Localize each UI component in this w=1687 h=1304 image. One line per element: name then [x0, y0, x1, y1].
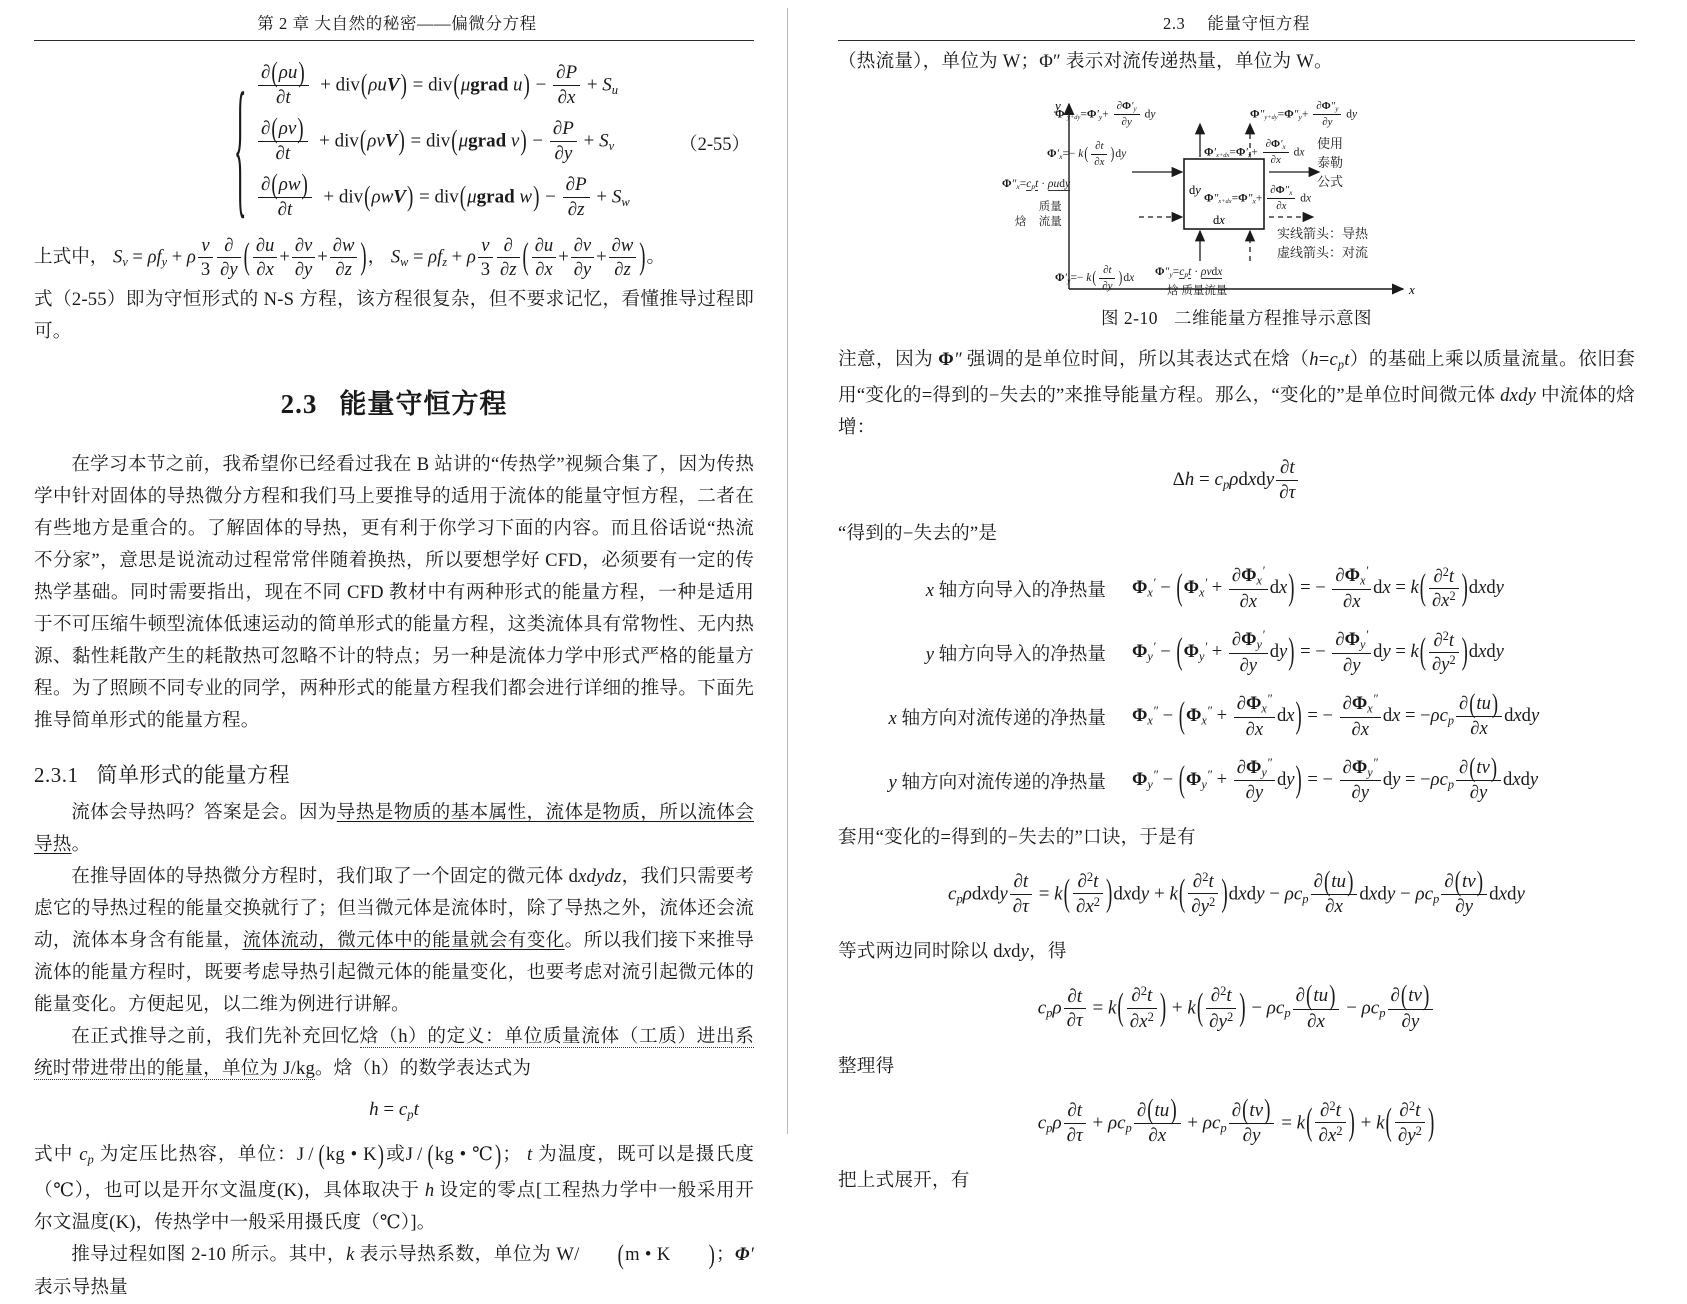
fig-label-bottom-conduction: $\Phi'_y=- k$( $\frac{\partial t}{\partial y}$ )dx [1055, 264, 1135, 292]
paragraph-enthalpy-def [34, 1021, 754, 1085]
left-running-head-text: 第 2 章 大自然的秘密——偏微分方程 [257, 14, 537, 33]
fig-note-taylor [1317, 134, 1343, 191]
equation-2-55-tag: （2-55） [679, 135, 750, 155]
para2-part-a: 流体会导热吗？答案是会。因为 [71, 802, 337, 824]
right-running-head-text [838, 10, 1635, 34]
net-heat-row-y-conduction [838, 628, 1635, 678]
net-heat-eq-y-convection: $\Phi_y'' - (\Phi_y''$ + $\frac{\partial\Phi_y''}{\partial y}$ dy) = − $\frac{\partial\Phi_y''}{\partial y}$ dy = $-\rho c_p$ $\frac{\partial(tv)}{\partial y}$ dxdy [1132, 752, 1539, 804]
net-heat-eq-y-conduction: $\Phi_y' - (\Phi_y'$ + $\frac{\partial\Phi_y'}{\partial y}$ dy) = − $\frac{\partial\Phi_y'}{\partial y}$ dy = k( $\frac{\partial^2t}{\partial y^2}$ )dxdy [1132, 627, 1504, 676]
axis-label-y: y [1054, 98, 1061, 113]
net-heat-label-y-convection: y 轴方向对流传递的净热量 [888, 771, 1106, 793]
net-heat-row-y-convection [838, 752, 1635, 806]
left-running-head [34, 0, 754, 46]
left-running-head-rule [34, 40, 754, 41]
fig-label-left-underbrace-text [1015, 200, 1068, 230]
fig-label-bottom-convection: $\Phi''_y=c_pt \cdot \rho vdx$ [1155, 266, 1223, 280]
fig-legend-solid: 实线箭头：导热 [1277, 226, 1369, 241]
equation-arranged: $c_p\rho$ $\frac{\partial t}{\partial\tau}$ + $\rho c_p$ $\frac{\partial(tu)}{\partial x}$ + $\rho c_p$ $\frac{\partial(tv)}{\partial y}$ = k( $\frac{\partial^2t}{\partial x^2}$ ) + k( $\frac{\partial^2t}{\partial y^2}$ ) [1037, 1095, 1435, 1147]
equation-divided: $c_p\rho$ $\frac{\partial t}{\partial\tau}$ = k( $\frac{\partial^2t}{\partial x^2}$ ) + k( $\frac{\partial^2t}{\partial y^2}$ ) − $\rho c_p$ $\frac{\partial(tu)}{\partial x}$ − $\rho c_p$ $\frac{\partial(tv)}{\partial y}$ [838, 984, 1635, 1034]
right-running-head-title: 能量守恒方程 [1207, 14, 1311, 33]
figure-2-10 [838, 84, 1635, 330]
para3-part-a: 在推导固体的导热微分方程时，我们取了一个固定的微元体 d [71, 866, 579, 888]
para4-dotted-underline: 焓（h）的定义：单位质量流体（工质）进出系统时带进带出的能量，单位为 J/kg [34, 1026, 754, 1080]
fig-label-left-convection: $\Phi''_x=c_pt \cdot \rho udy$ [1002, 178, 1071, 192]
fig-label-top-left: $\Phi'_{y+dy}=\Phi'_y+$ $\frac{\partial\Phi'_y}{\partial y}$ dy [1055, 100, 1156, 129]
equation-2-55-row-1: $\frac{\partial(\rho u)}{\partial t}$ + div(ρuV) = div(μgrad u) − $\frac{\partial P}{\partial x}$ + $S_u$ [256, 58, 754, 114]
equation-main-energy: $c_p\rho dxdy$ $\frac{\partial t}{\partial\tau}$ = k( $\frac{\partial^2t}{\partial x^2}$ )dxdy + k( $\frac{\partial^2t}{\partial y^2}$ )dxdy − $\rho c_p$ $\frac{\partial(tu)}{\partial x}$ dxdy − $\rho c_p$ $\frac{\partial(tv)}{\partial y}$ dxdy [948, 866, 1525, 918]
para3-part-c: ，我们只需要考虑它的导热过程的能量交换就行了；但当微元体是流体时，除了导热之外，流体还会流动，流体本身含有能量， [34, 866, 755, 952]
fig-legend [1277, 224, 1368, 262]
fig-label-enthalpy-bottom: 焓 [1167, 285, 1179, 297]
para3-math-dxdydz: xdydz [578, 866, 622, 888]
figure-caption [838, 305, 1635, 330]
fig-note-taylor-2: 泰勒 [1317, 155, 1344, 170]
paragraph-intro: 在学习本节之前，我希望你已经看过我在 B 站讲的“传热学”视频合集了，因为传热学中针对固体的导热微分方程和我们马上要推导的适用于流体的能量守恒方程，二者在有些地方是重合的。了解固体的导热，更有利于你学习下面的内容。而且俗话说“热流不分家”，意思是说流动过程常常伴随着换热，所以要想学好 CFD，必须要有一定的传热学基础。同时需要指出，现在不同 CFD 教材中有两种形式的能量方程，一种是适用于不可压缩牛顿型流体低速运动的简单形式的能量方程，这类流体具有常物性、无内热源、黏性耗散产生的耗散热可忽略不计的特点；另一种是流体力学中形式严格的能量方程。为了照顾不同专业的同学，两种形式的能量方程我们都会进行详细的推导。下面先推导简单形式的能量方程。 [34, 454, 754, 732]
para-after-equation: 式（2-55）即为守恒形式的 N-S 方程，该方程很复杂，但不要求记忆，看懂推导过程即可。 [34, 289, 754, 343]
para2-part-c: 。 [71, 834, 91, 856]
net-heat-eq-x-conduction: $\Phi_x' - (\Phi_x'$ + $\frac{\partial\Phi_x'}{\partial x}$ dx) = − $\frac{\partial\Phi_x'}{\partial x}$ dx = k( $\frac{\partial^2t}{\partial x^2}$ )dxdy [1132, 563, 1504, 612]
para4-part-a: 在正式推导之前，我们先补充回忆 [71, 1026, 360, 1048]
fig-label-bottom-underbrace-text [1167, 282, 1227, 298]
fig-note-taylor-1: 使用 [1317, 136, 1344, 151]
fig-label-enthalpy: 焓 [1015, 216, 1027, 228]
paragraph-phi-units: （热流量），单位为 W；Φ″ 表示对流传递热量，单位为 W。 [838, 51, 1333, 72]
fig-label-massflow-bottom: 质量流量 [1181, 285, 1228, 297]
para3-underlined: 流体流动，微元体中的能量就会有变化 [242, 930, 565, 952]
label-gain-minus-loss: “得到的−失去的”是 [838, 522, 998, 544]
label-apply-formula: 套用“变化的=得到的−失去的”口诀，于是有 [838, 826, 1196, 848]
subsection-heading [34, 759, 754, 789]
paragraph-figure-ref: 推导过程如图 2-10 所示。其中，k 表示导热系数，单位为 W/ (m • K )；Φ′ 表示导热量 [34, 1239, 754, 1299]
para2-underlined: 导热是物质的基本属性，流体是物质，所以流体会导热 [34, 802, 754, 856]
subsection-title: 简单形式的能量方程 [96, 763, 290, 788]
fig-label-right-conduction: $\Phi'_{x+dx}=\Phi'_x+$ $\frac{\partial\Phi'_x}{\partial x}$ dx [1204, 138, 1305, 167]
fig-legend-dashed: 虚线箭头：对流 [1277, 245, 1369, 260]
section-heading [34, 382, 754, 421]
net-heat-label-y-conduction: y 轴方向导入的净热量 [925, 643, 1106, 665]
right-running-head-number: 2.3 [1162, 14, 1186, 33]
paragraph-conduction-question [34, 797, 754, 861]
paragraph-note-phi: 注意，因为 Φ″ 强调的是单位时间，所以其表达式在焓$(h=c_pt)$的基础上乘以质量流量。依旧套用“变化的=得到的−失去的”来推导能量方程。那么，“变化的”是单位时间微元体 dxdy 中流体的焓增： [838, 349, 1635, 439]
sv-sw-line: 上式中， $S_v = \rho f_y + \rho$ $\frac{\nu}{3}$ $\frac{\partial}{\partial y}$ ( $\frac{\partial u}{\partial x}$ + $\frac{\partial v}{\partial y}$ + $\frac{\partial w}{\partial z}$ )， $S_w = \rho f_z + \rho$ $\frac{\nu}{3}$ $\frac{\partial}{\partial z}$ ( $\frac{\partial u}{\partial x}$ + $\frac{\partial v}{\partial y}$ + $\frac{\partial w}{\partial z}$ )。 [34, 235, 666, 281]
fig-label-right-convection: $\Phi''_{x+dx}=\Phi''_x+$ $\frac{\partial\Phi''_x}{\partial x}$ dx [1204, 184, 1312, 213]
para3-part-e: 。所以我们接下来推导流体的能量方程时，既要考虑导热引起微元体的能量变化，也要考虑对流引起微元体的能量变化。方便起见，以二维为例进行讲解。 [34, 930, 754, 1016]
cell-dy-label: dy [1188, 183, 1201, 197]
equation-2-55-row-3: $\frac{\partial(\rho w)}{\partial t}$ + div(ρwV) = div(μgrad w) − $\frac{\partial P}{\partial z}$ + $S_w$ [256, 170, 754, 226]
fig-label-left-conduction: $\Phi'_x=- k$( $\frac{\partial t}{\partial x}$ )dy [1047, 140, 1127, 168]
net-heat-label-x-conduction: x 轴方向导入的净热量 [925, 579, 1106, 601]
fig-label-top-right: $\Phi''_{y+dy}=\Phi''_y+$ $\frac{\partial\Phi''_y}{\partial y}$ dy [1250, 100, 1358, 129]
equation-enthalpy: $h = c_pt$ [369, 1099, 419, 1122]
section-number: 2.3 [280, 389, 318, 420]
page-gutter-divider [787, 8, 788, 1134]
right-page [790, 0, 1687, 1192]
figure-caption-number: 图 2-10 [1101, 308, 1158, 328]
equation-2-55-block [34, 57, 754, 234]
cell-dx-label: dx [1212, 213, 1225, 227]
left-page [0, 0, 790, 1299]
figure-label-layer [1002, 84, 1567, 299]
equation-enthalpy-increment: $\Delta h = c_p\rho dxdy$ $\frac{\partial t}{\partial\tau}$ [838, 456, 1635, 505]
section-title: 能量守恒方程 [339, 389, 508, 420]
subsection-number: 2.3.1 [34, 763, 79, 788]
net-heat-eq-x-convection: $\Phi_x'' - (\Phi_x''$ + $\frac{\partial\Phi_x''}{\partial x}$ dx) = − $\frac{\partial\Phi_x''}{\partial x}$ dx = $-\rho c_p$ $\frac{\partial(tu)}{\partial x}$ dxdy [1132, 688, 1540, 740]
equation-left-brace: { [234, 62, 247, 234]
fig-note-taylor-3: 公式 [1317, 174, 1344, 189]
net-heat-row-x-conduction [838, 564, 1635, 614]
net-heat-label-x-convection: x 轴方向对流传递的净热量 [888, 707, 1106, 729]
label-arrange: 整理得 [838, 1055, 895, 1077]
right-running-head [838, 0, 1635, 46]
fig-label-massflow: 质量 流量 [1038, 201, 1062, 228]
equation-2-55-row-2: $\frac{\partial(\rho v)}{\partial t}$ + div(ρvV) = div(μgrad v) − $\frac{\partial P}{\partial y}$ + $S_v$ [256, 114, 754, 170]
net-heat-row-x-convection [838, 688, 1635, 742]
axis-label-x: x [1408, 282, 1415, 297]
paragraph-element-energy [34, 861, 754, 1021]
figure-caption-title: 二维能量方程推导示意图 [1173, 308, 1372, 328]
right-running-head-rule [838, 40, 1635, 41]
paragraph-cp-units: 式中 $c_p$ 为定压比热容，单位：J / (kg • K)或J / (kg • ℃)； t 为温度，既可以是摄氏度（℃），也可以是开尔文温度(K)，具体取决于 h 设定的零点[工程热力学中一般采用开尔文温度(K)，传热学中一般采用摄氏度（℃）]。 [34, 1139, 754, 1234]
para4-part-c: 。焓（h）的数学表达式为 [314, 1058, 532, 1080]
label-expand: 把上式展开，有 [838, 1170, 970, 1192]
label-divide-both-sides: 等式两边同时除以 dxdy，得 [838, 941, 1067, 963]
